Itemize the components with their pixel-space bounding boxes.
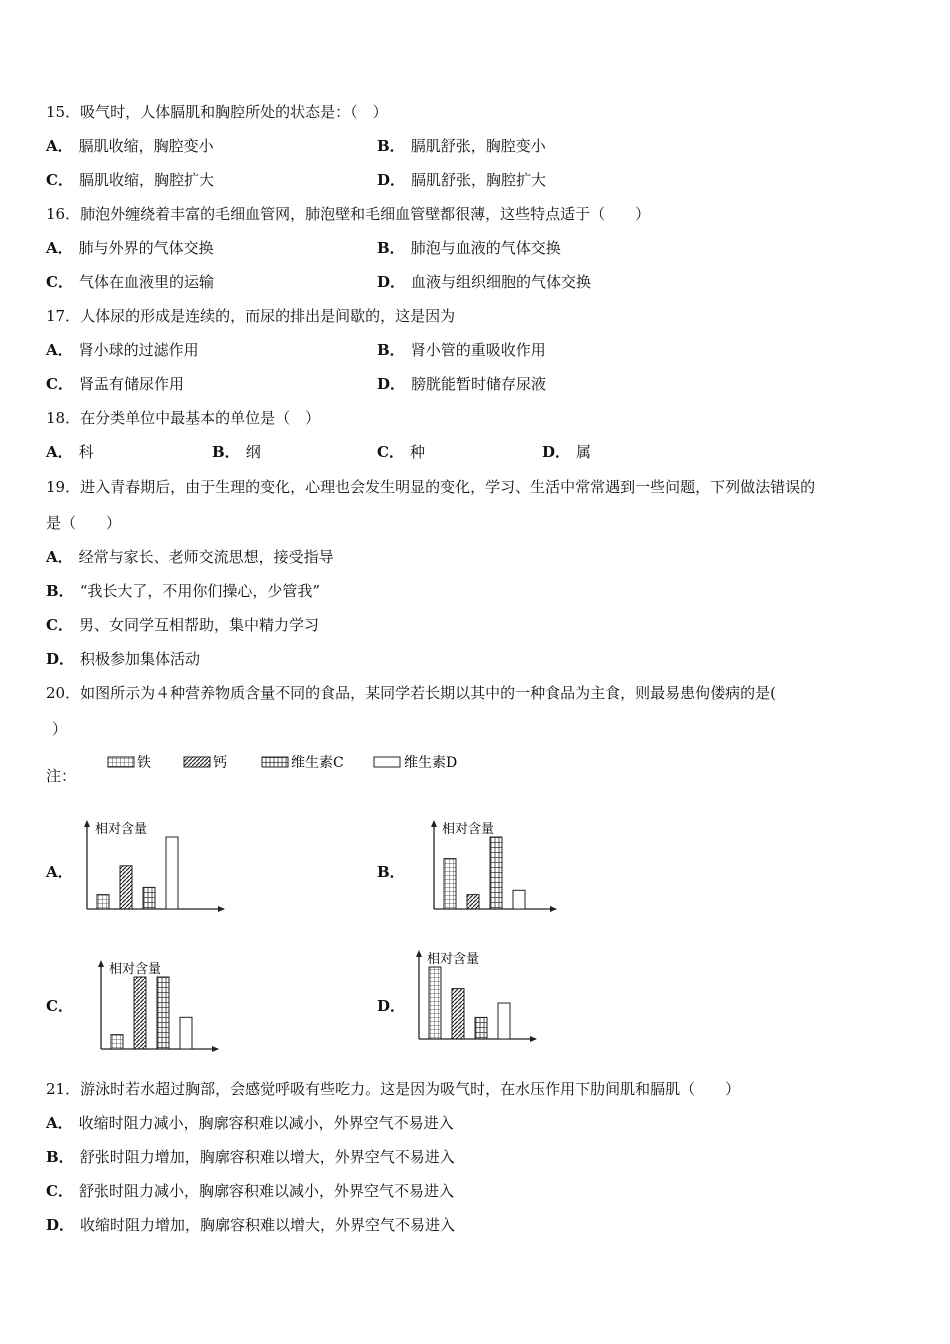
legend-iron-label: 铁 — [137, 755, 151, 771]
q19-stem-line2: 是（ ） — [46, 514, 122, 532]
q20-option-d-label: D． — [377, 997, 406, 1015]
q21-option-b: B． 舒张时阻力增加，胸廓容积难以增大，外界空气不易进入 — [46, 1148, 455, 1166]
bar-iron — [97, 895, 109, 909]
q21-option-d: D． 收缩时阻力增加，胸廓容积难以增大，外界空气不易进入 — [46, 1216, 456, 1234]
q15-stem: 15．吸气时，人体膈肌和胸腔所处的状态是：（ ） — [46, 103, 388, 121]
bar-vitc — [475, 1017, 487, 1039]
x-axis-arrow — [212, 1046, 219, 1052]
q15-option-d: D． 膈肌舒张，胸腔扩大 — [377, 171, 547, 189]
q19-option-b: B． “我长大了，不用你们操心，少管我” — [46, 582, 321, 600]
chart-title: 相对含量 — [109, 962, 162, 977]
q16-stem: 16．肺泡外缠绕着丰富的毛细血管网，肺泡壁和毛细血管壁都很薄，这些特点适于（ ） — [46, 205, 651, 223]
legend-vitc-swatch — [262, 757, 288, 767]
q16-option-d: D． 血液与组织细胞的气体交换 — [377, 273, 592, 291]
q17-option-d: D． 膀胱能暂时储存尿液 — [377, 375, 547, 393]
bar-vitd — [166, 837, 178, 909]
q19-stem-line1: 19．进入青春期后，由于生理的变化，心理也会发生明显的变化，学习、生活中常常遇到一些问题，下列做法错误的 — [46, 478, 816, 496]
chart-d — [410, 945, 540, 1045]
q17-option-a: A． 肾小球的过滤作用 — [46, 341, 199, 359]
chart-title: 相对含量 — [427, 952, 480, 967]
y-axis-arrow — [84, 820, 90, 827]
q19-option-a: A． 经常与家长、老师交流思想，接受指导 — [46, 548, 334, 566]
bar-calcium — [120, 866, 132, 909]
q17-option-b: B． 肾小管的重吸收作用 — [377, 341, 546, 359]
legend-calcium-label: 钙 — [213, 755, 227, 771]
y-axis-arrow — [431, 820, 437, 827]
chart-c — [92, 955, 222, 1055]
legend-vitc-label: 维生素C — [291, 755, 344, 771]
q15-option-a: A． 膈肌收缩，胸腔变小 — [46, 137, 214, 155]
chart-a — [78, 815, 228, 915]
x-axis-arrow — [550, 906, 557, 912]
legend-iron-swatch — [108, 757, 134, 767]
bar-vitc — [143, 887, 155, 909]
chart-title: 相对含量 — [95, 822, 148, 837]
q20-legend — [100, 750, 480, 776]
chart-title: 相对含量 — [442, 822, 495, 837]
q17-option-c: C． 肾盂有储尿作用 — [46, 375, 184, 393]
q15-option-c: C． 膈肌收缩，胸腔扩大 — [46, 171, 214, 189]
q17-stem: 17．人体尿的形成是连续的，而尿的排出是间歇的，这是因为 — [46, 307, 456, 325]
bar-vitc — [490, 837, 502, 909]
bar-iron — [429, 967, 441, 1039]
q19-option-d: D． 积极参加集体活动 — [46, 650, 201, 668]
legend-vitd-swatch — [374, 757, 400, 767]
y-axis-arrow — [98, 960, 104, 967]
q20-note-label: 注： — [46, 767, 77, 785]
q18-option-d: D． 属 — [542, 443, 592, 461]
bar-calcium — [452, 989, 464, 1039]
q16-option-c: C． 气体在血液里的运输 — [46, 273, 214, 291]
q21-stem: 21．游泳时若水超过胸部，会感觉呼吸有些吃力。这是因为吸气时，在水压作用下肋间肌和膈肌（ ） — [46, 1080, 741, 1098]
q21-option-c: C． 舒张时阻力减小，胸廓容积难以减小，外界空气不易进入 — [46, 1182, 454, 1200]
q16-option-a: A． 肺与外界的气体交换 — [46, 239, 214, 257]
q15-option-b: B． 膈肌舒张，胸腔变小 — [377, 137, 546, 155]
bar-vitd — [180, 1017, 192, 1049]
bar-iron — [111, 1035, 123, 1049]
bar-calcium — [467, 895, 479, 909]
bar-iron — [444, 859, 456, 909]
bar-vitd — [498, 1003, 510, 1039]
legend-calcium-swatch — [184, 757, 210, 767]
bar-calcium — [134, 977, 146, 1049]
q20-stem-line2: ） — [52, 720, 68, 738]
chart-b — [425, 815, 560, 915]
x-axis-arrow — [530, 1036, 537, 1042]
bar-vitd — [513, 890, 525, 909]
q18-option-a: A． 科 — [46, 443, 94, 461]
x-axis-arrow — [218, 906, 225, 912]
q20-option-c-label: C． — [46, 997, 73, 1015]
q20-option-a-label: A． — [46, 863, 73, 881]
q20-option-b-label: B． — [377, 863, 405, 881]
y-axis-arrow — [416, 950, 422, 957]
bar-vitc — [157, 977, 169, 1049]
q20-stem-line1: 20．如图所示为４种营养物质含量不同的食品，某同学若长期以其中的一种食品为主食，则最易患佝偻病的是( — [46, 684, 776, 702]
q21-option-a: A． 收缩时阻力减小，胸廓容积难以减小，外界空气不易进入 — [46, 1114, 454, 1132]
q18-stem: 18．在分类单位中最基本的单位是（ ） — [46, 409, 321, 427]
legend-vitd-label: 维生素D — [404, 755, 458, 771]
q18-option-c: C． 种 — [377, 443, 425, 461]
q19-option-c: C． 男、女同学互相帮助，集中精力学习 — [46, 616, 319, 634]
q16-option-b: B． 肺泡与血液的气体交换 — [377, 239, 561, 257]
q18-option-b: B． 纲 — [212, 443, 261, 461]
